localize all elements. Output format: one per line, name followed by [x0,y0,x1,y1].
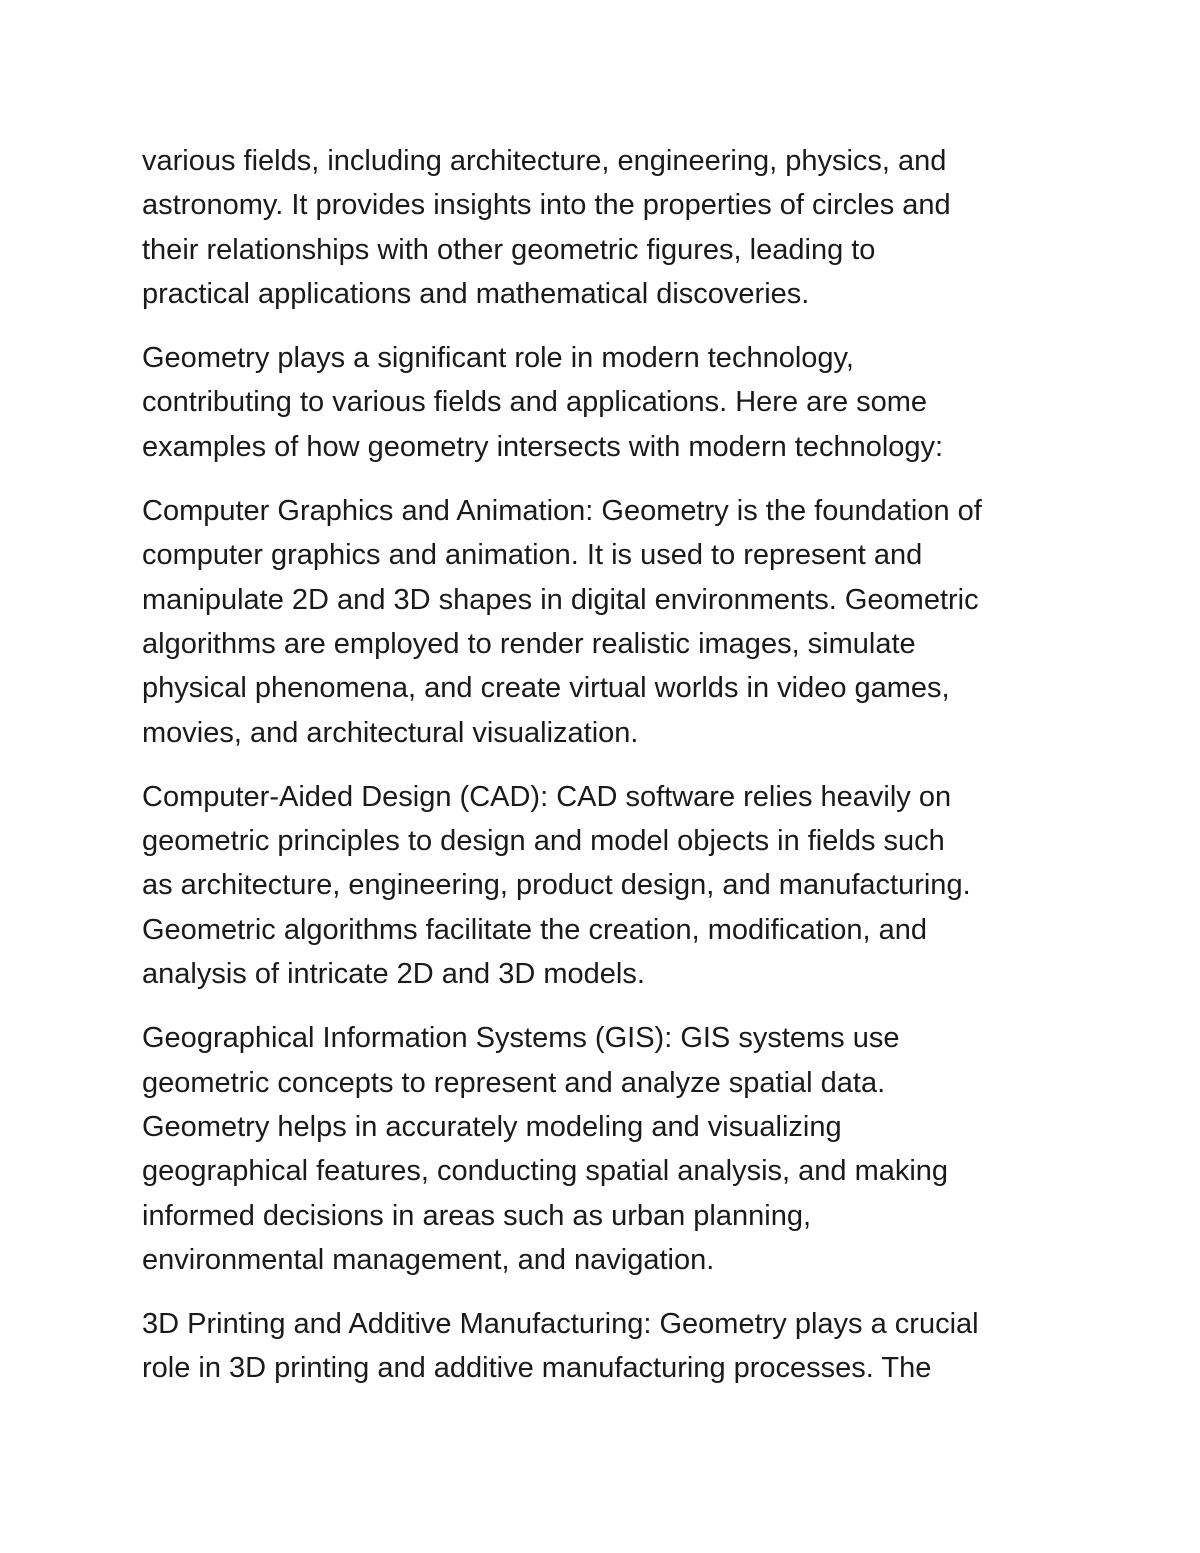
text-line: 3D Printing and Additive Manufacturing: Geometry plays a crucial [142,1308,979,1341]
text-line: contributing to various fields and applications. Here are some [142,386,928,419]
paragraph-gis [142,1016,1072,1282]
text-line: movies, and architectural visualization. [142,716,639,749]
text-line: manipulate 2D and 3D shapes in digital environments. Geometric [142,583,979,616]
document-body [142,139,1072,1411]
text-line: geometric principles to design and model objects in fields such [142,825,945,858]
text-line: geometric concepts to represent and analyze spatial data. [142,1066,886,1099]
text-line: as architecture, engineering, product design, and manufacturing. [142,869,971,902]
text-line: Computer Graphics and Animation: Geometry is the foundation of [142,495,982,528]
text-line: Geographical Information Systems (GIS): GIS systems use [142,1022,900,1055]
paragraph-cad [142,775,1072,996]
text-line: informed decisions in areas such as urban planning, [142,1199,812,1232]
text-line: environmental management, and navigation. [142,1243,715,1276]
text-line: Geometry plays a significant role in modern technology, [142,342,854,375]
paragraph-3d-printing [142,1302,1072,1391]
text-line: Geometry helps in accurately modeling and visualizing [142,1110,842,1143]
text-line: examples of how geometry intersects with modern technology: [142,430,944,463]
text-line: astronomy. It provides insights into the properties of circles and [142,189,951,222]
text-line: various fields, including architecture, engineering, physics, and [142,145,947,177]
text-line: analysis of intricate 2D and 3D models. [142,958,645,991]
text-line: their relationships with other geometric figures, leading to [142,233,876,266]
text-line: practical applications and mathematical discoveries. [142,277,810,310]
text-line: geographical features, conducting spatial analysis, and making [142,1155,949,1188]
paragraph-computer-graphics [142,489,1072,755]
text-line: Geometric algorithms facilitate the creation, modification, and [142,913,927,946]
text-line: physical phenomena, and create virtual worlds in video games, [142,672,950,705]
text-line: algorithms are employed to render realistic images, simulate [142,627,916,660]
paragraph-geometry-technology-intro [142,336,1072,469]
text-line: computer graphics and animation. It is used to represent and [142,539,923,572]
paragraph-circles-applications [142,139,1072,316]
text-line: Computer-Aided Design (CAD): CAD software relies heavily on [142,780,952,813]
text-line: role in 3D printing and additive manufacturing processes. The [142,1352,932,1385]
